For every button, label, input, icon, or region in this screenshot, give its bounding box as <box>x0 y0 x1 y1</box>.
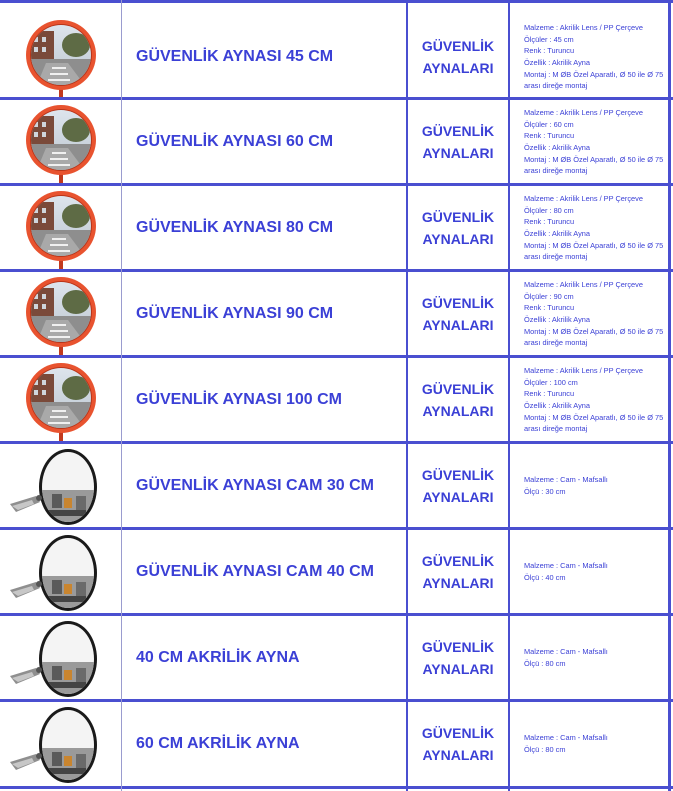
row-divider <box>0 441 673 444</box>
product-specs <box>524 357 666 443</box>
product-photo <box>6 188 116 270</box>
spec-line: Malzeme : Akrilik Lens / PP Çerçeve <box>524 22 643 32</box>
spec-line: Malzeme : Cam - Mafsallı <box>524 733 608 743</box>
product-row <box>0 14 673 100</box>
product-name <box>136 615 401 701</box>
product-category <box>410 99 506 185</box>
product-row <box>0 99 673 185</box>
product-name <box>136 14 401 100</box>
column-divider <box>121 0 122 791</box>
row-divider <box>0 269 673 272</box>
product-row <box>0 443 673 529</box>
spec-line: Ölçü : 80 cm <box>524 745 566 754</box>
spec-line: Montaj : M ØB Özel Aparatlı, Ø 50 ile Ø 75 arası direğe montaj <box>524 240 664 262</box>
product-specs <box>524 14 666 100</box>
product-category <box>410 701 506 787</box>
spec-line: Ölçüler : 80 cm <box>524 205 574 215</box>
spec-line: Ölçüler : 60 cm <box>524 119 574 129</box>
category-line: AYNALARI <box>422 489 494 505</box>
product-photo <box>6 446 116 528</box>
row-divider <box>0 355 673 358</box>
product-row <box>0 185 673 271</box>
spec-line: Montaj : M ØB Özel Aparatlı, Ø 50 ile Ø 75 arası direğe montaj <box>524 69 664 91</box>
product-name <box>136 185 401 271</box>
category-line: GÜVENLİK <box>421 639 495 655</box>
product-name <box>136 701 401 787</box>
spec-line: Ölçüler : 45 cm <box>524 34 574 44</box>
category-line: AYNALARI <box>422 231 494 247</box>
row-divider <box>0 183 673 186</box>
category-line: AYNALARI <box>422 747 494 763</box>
product-name <box>136 529 401 615</box>
category-line: GÜVENLİK <box>421 725 495 741</box>
category-line: GÜVENLİK <box>421 123 495 139</box>
spec-line: Malzeme : Cam - Mafsallı <box>524 475 608 485</box>
orange-mirror-icon <box>6 360 116 442</box>
product-category <box>410 14 506 100</box>
row-divider <box>0 97 673 100</box>
spec-line: Ölçü : 40 cm <box>524 573 566 582</box>
product-row <box>0 271 673 357</box>
product-photo <box>6 102 116 184</box>
table-right-border <box>668 0 671 791</box>
spec-line: Renk : Turuncu <box>524 131 575 141</box>
product-row <box>0 357 673 443</box>
spec-line: Özellik : Akrilik Ayna <box>524 143 590 152</box>
row-divider <box>0 699 673 702</box>
category-line: GÜVENLİK <box>421 553 495 569</box>
black-mirror-icon <box>6 446 116 528</box>
product-category <box>410 529 506 615</box>
spec-line: Montaj : M ØB Özel Aparatlı, Ø 50 ile Ø 75 arası direğe montaj <box>524 412 664 434</box>
product-name-text: GÜVENLİK AYNASI 100 CM <box>136 391 342 408</box>
row-divider <box>0 613 673 616</box>
category-line: GÜVENLİK <box>421 467 495 483</box>
category-line: GÜVENLİK <box>421 295 495 311</box>
orange-mirror-icon <box>6 274 116 356</box>
orange-mirror-icon <box>6 188 116 270</box>
product-name-text: GÜVENLİK AYNASI 60 CM <box>136 133 334 150</box>
category-line: AYNALARI <box>422 60 494 76</box>
spec-line: Malzeme : Akrilik Lens / PP Çerçeve <box>524 193 643 203</box>
orange-mirror-icon <box>6 17 116 99</box>
black-mirror-icon <box>6 532 116 614</box>
spec-line: Ölçüler : 100 cm <box>524 377 578 387</box>
column-divider <box>406 0 408 791</box>
category-line: AYNALARI <box>422 317 494 333</box>
product-photo <box>6 274 116 356</box>
product-category <box>410 615 506 701</box>
product-name-text: GÜVENLİK AYNASI CAM 40 CM <box>136 563 374 580</box>
category-line: AYNALARI <box>422 403 494 419</box>
product-name <box>136 357 401 443</box>
spec-line: Malzeme : Akrilik Lens / PP Çerçeve <box>524 279 643 289</box>
product-row <box>0 615 673 701</box>
product-name-text: 40 CM AKRİLİK AYNA <box>136 649 300 666</box>
spec-line: Özellik : Akrilik Ayna <box>524 58 590 67</box>
product-photo <box>6 532 116 614</box>
spec-line: Malzeme : Akrilik Lens / PP Çerçeve <box>524 107 643 117</box>
row-divider <box>0 527 673 530</box>
product-name-text: 60 CM AKRİLİK AYNA <box>136 735 300 752</box>
column-divider <box>508 0 510 791</box>
spec-line: Malzeme : Cam - Mafsallı <box>524 647 608 657</box>
spec-line: Renk : Turuncu <box>524 217 575 227</box>
product-photo <box>6 360 116 442</box>
spec-line: Renk : Turuncu <box>524 303 575 313</box>
product-category <box>410 185 506 271</box>
category-line: GÜVENLİK <box>421 38 495 54</box>
orange-mirror-icon <box>6 102 116 184</box>
product-specs <box>524 185 666 271</box>
product-name-text: GÜVENLİK AYNASI 90 CM <box>136 305 334 322</box>
category-line: GÜVENLİK <box>421 209 495 225</box>
product-name-text: GÜVENLİK AYNASI CAM 30 CM <box>136 477 374 494</box>
product-category <box>410 271 506 357</box>
product-photo <box>6 17 116 99</box>
spec-line: Malzeme : Cam - Mafsallı <box>524 561 608 571</box>
spec-line: Montaj : M ØB Özel Aparatlı, Ø 50 ile Ø 75 arası direğe montaj <box>524 154 664 176</box>
table-top-border <box>0 0 673 3</box>
product-name <box>136 443 401 529</box>
product-specs <box>524 443 666 529</box>
product-name-text: GÜVENLİK AYNASI 80 CM <box>136 219 334 236</box>
spec-line: Malzeme : Akrilik Lens / PP Çerçeve <box>524 365 643 375</box>
product-row <box>0 701 673 787</box>
product-row <box>0 529 673 615</box>
product-photo <box>6 704 116 786</box>
product-name <box>136 271 401 357</box>
product-specs <box>524 615 666 701</box>
product-specs <box>524 271 666 357</box>
product-specs <box>524 529 666 615</box>
product-name <box>136 99 401 185</box>
spec-line: Ölçü : 30 cm <box>524 487 566 496</box>
table-bottom-border <box>0 786 673 789</box>
spec-line: Özellik : Akrilik Ayna <box>524 401 590 410</box>
category-line: AYNALARI <box>422 145 494 161</box>
black-mirror-icon <box>6 618 116 700</box>
spec-line: Özellik : Akrilik Ayna <box>524 315 590 324</box>
product-category <box>410 443 506 529</box>
spec-line: Renk : Turuncu <box>524 389 575 399</box>
black-mirror-icon <box>6 704 116 786</box>
category-line: AYNALARI <box>422 661 494 677</box>
product-category <box>410 357 506 443</box>
spec-line: Ölçüler : 90 cm <box>524 291 574 301</box>
product-photo <box>6 618 116 700</box>
category-line: GÜVENLİK <box>421 381 495 397</box>
spec-line: Renk : Turuncu <box>524 46 575 56</box>
product-name-text: GÜVENLİK AYNASI 45 CM <box>136 48 334 65</box>
product-specs <box>524 701 666 787</box>
category-line: AYNALARI <box>422 575 494 591</box>
spec-line: Ölçü : 80 cm <box>524 659 566 668</box>
product-specs <box>524 99 666 185</box>
spec-line: Özellik : Akrilik Ayna <box>524 229 590 238</box>
spec-line: Montaj : M ØB Özel Aparatlı, Ø 50 ile Ø 75 arası direğe montaj <box>524 326 664 348</box>
